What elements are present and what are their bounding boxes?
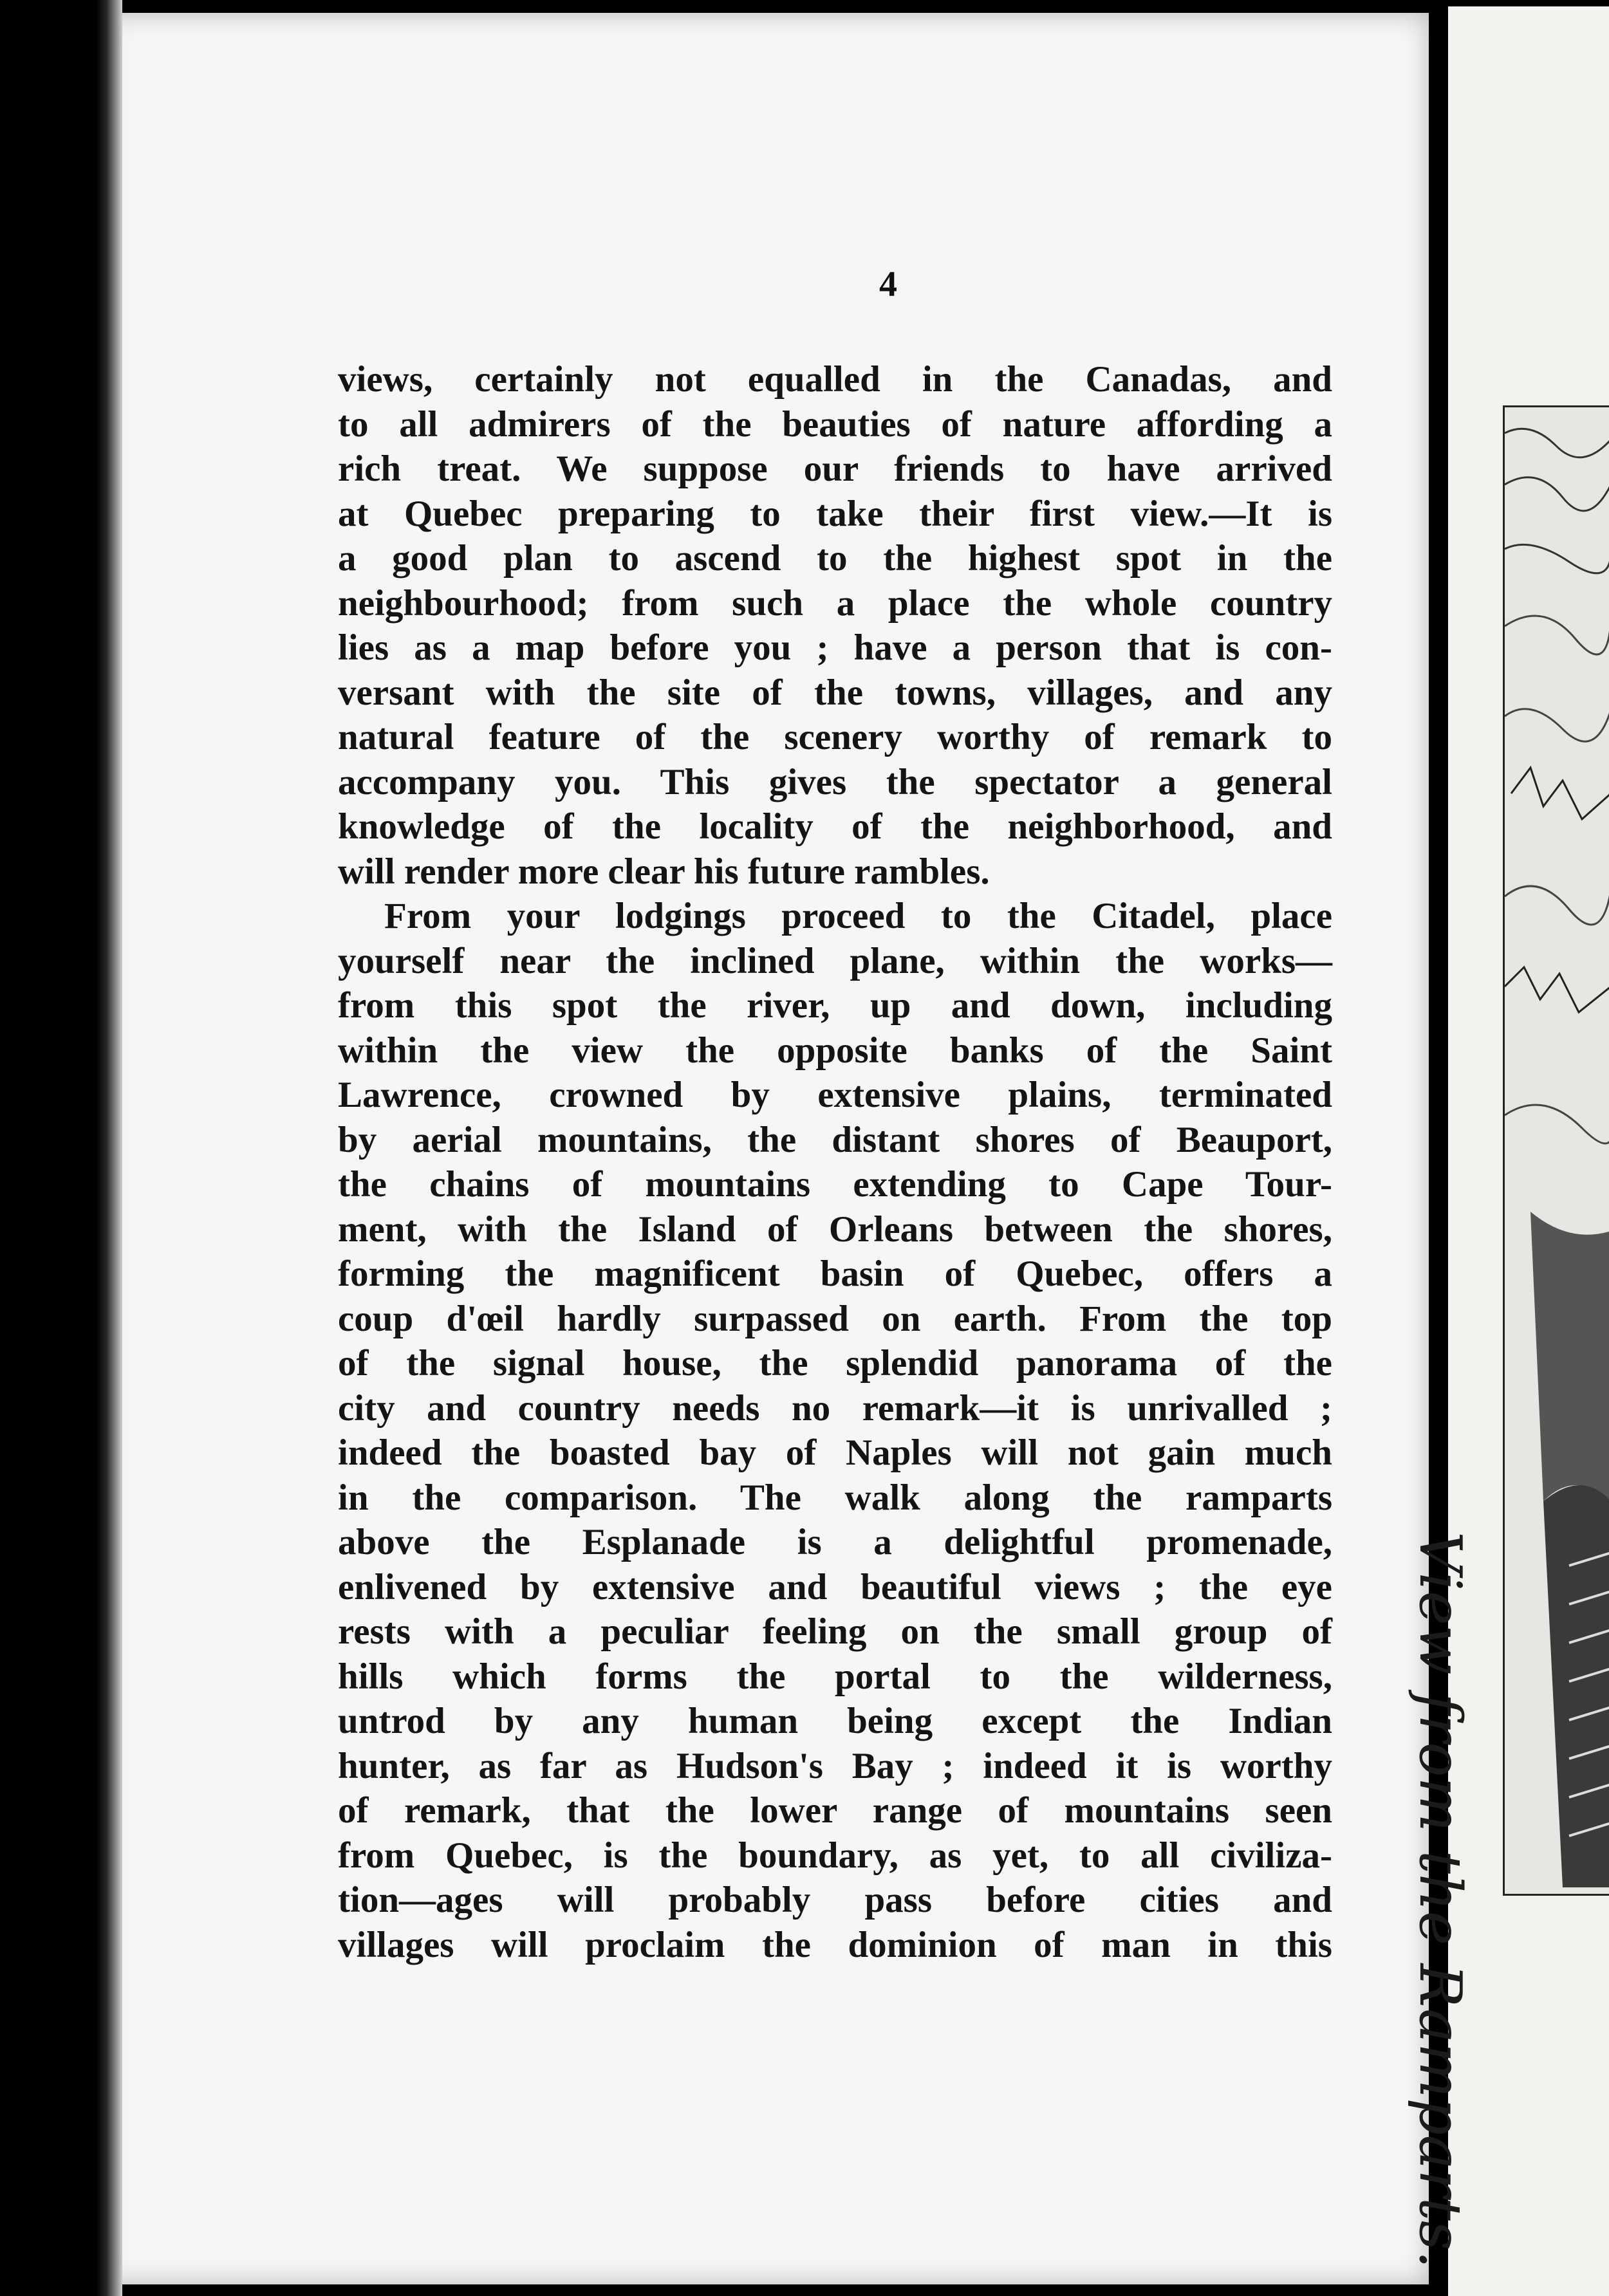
text-line: to all admirers of the beauties of nature affording a (338, 403, 1332, 445)
text-line: hunter, as far as Hudson's Bay ; indeed it is worthy (338, 1745, 1332, 1786)
engraving-plate (1503, 405, 1609, 1896)
text-line: versant with the site of the towns, villages, and any (338, 672, 1332, 713)
text-line: rich treat. We suppose our friends to have arrived (338, 449, 1332, 489)
text-line: will render more clear his future rambles. (338, 851, 990, 892)
text-line: yourself near the inclined plane, within the works— (338, 940, 1332, 981)
body-text (338, 357, 1332, 1967)
text-line: natural feature of the scenery worthy of remark to (338, 717, 1332, 757)
text-line: untrod by any human being except the Indian (338, 1701, 1332, 1741)
text-line: city and country needs no remark—it is unrivalled ; (338, 1387, 1332, 1429)
text-line: of the signal house, the splendid panorama of the (338, 1343, 1332, 1384)
binding-shadow (97, 0, 122, 2296)
engraving-illustration (1505, 407, 1609, 1894)
text-line: at Quebec preparing to take their first view.—It is (338, 493, 1332, 534)
text-line: the chains of mountains extending to Cape Tour- (338, 1164, 1332, 1205)
text-line: forming the magnificent basin of Quebec, offers a (338, 1254, 1332, 1294)
text-line: hills which forms the portal to the wilderness, (338, 1656, 1332, 1697)
text-line: enlivened by extensive and beautiful views ; the eye (338, 1566, 1332, 1607)
text-line: neighbourhood; from such a place the whole country (338, 582, 1332, 624)
text-line: coup d'œil hardly surpassed on earth. From the top (338, 1298, 1332, 1339)
text-line: lies as a map before you ; have a person that is con- (338, 627, 1332, 668)
text-line: by aerial mountains, the distant shores of Beauport, (338, 1119, 1332, 1160)
text-line: a good plan to ascend to the highest spot in the (338, 538, 1332, 579)
text-line: within the view the opposite banks of the Saint (338, 1030, 1332, 1071)
text-line: rests with a peculiar feeling on the small group of (338, 1611, 1332, 1652)
text-line: in the comparison. The walk along the ramparts (338, 1477, 1332, 1518)
text-line: From your lodgings proceed to the Citadel, place (384, 896, 1332, 936)
plate-caption: View from the Ramparts. (1406, 1532, 1474, 2269)
text-line: indeed the boasted bay of Naples will not gain much (338, 1432, 1332, 1473)
text-line: from Quebec, is the boundary, as yet, to all civiliza- (338, 1835, 1332, 1876)
text-line: from this spot the river, up and down, including (338, 985, 1332, 1026)
text-line: tion—ages will probably pass before cities and (338, 1880, 1332, 1920)
text-line: of remark, that the lower range of mountains seen (338, 1790, 1332, 1831)
text-line: knowledge of the locality of the neighborhood, and (338, 806, 1332, 847)
text-line: above the Esplanade is a delightful promenade, (338, 1522, 1332, 1562)
text-line: ment, with the Island of Orleans between the shores, (338, 1208, 1332, 1250)
page-number: 4 (879, 264, 897, 304)
text-line: accompany you. This gives the spectator a general (338, 761, 1332, 802)
text-line: views, certainly not equalled in the Canadas, and (338, 359, 1332, 400)
text-line: Lawrence, crowned by extensive plains, terminated (338, 1075, 1332, 1115)
text-line: villages will proclaim the dominion of man in this (338, 1924, 1332, 1965)
